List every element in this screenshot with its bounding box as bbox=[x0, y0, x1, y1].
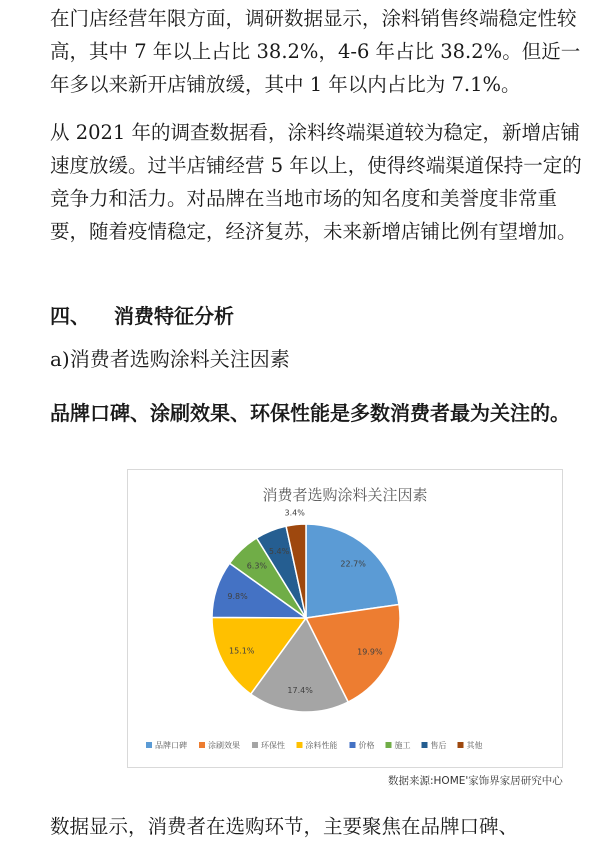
pie-data-label-3: 17.4% bbox=[287, 685, 313, 695]
legend-item-4 bbox=[297, 740, 338, 750]
legend-swatch bbox=[350, 742, 356, 748]
legend-swatch bbox=[422, 742, 428, 748]
legend-label: 施工 bbox=[394, 741, 411, 750]
legend-item-6 bbox=[386, 740, 411, 750]
section-number: 四、 bbox=[50, 304, 90, 328]
pie-data-label-4: 15.1% bbox=[229, 646, 255, 656]
legend-item-1 bbox=[146, 740, 187, 750]
pie-data-label-1: 22.7% bbox=[340, 559, 366, 569]
legend-label: 品牌口碑 bbox=[155, 741, 187, 750]
legend-label: 涂刷效果 bbox=[208, 741, 240, 750]
section-title: 消费特征分析 bbox=[114, 304, 234, 328]
legend-swatch bbox=[199, 742, 205, 748]
pie-data-label-5: 9.8% bbox=[227, 591, 248, 601]
pie-data-label-2: 19.9% bbox=[357, 647, 383, 657]
pie-data-label-7: 5.4% bbox=[268, 547, 290, 557]
paragraph-2021-survey: 从 2021 年的调查数据看，涂料终端渠道较为稳定，新增店铺速度放缓。过半店铺经营 5 年以上，使得终端渠道保持一定的竞争力和活力。对品牌在当地市场的知名度和美誉度非常重要，随着疫情稳定，经济复苏，未来新增店铺比例有望增加。 bbox=[50, 121, 582, 243]
legend-item-3 bbox=[252, 740, 285, 750]
legend-item-7 bbox=[422, 740, 447, 750]
legend-label: 其他 bbox=[466, 741, 483, 750]
legend-swatch bbox=[297, 742, 303, 748]
legend-swatch bbox=[458, 742, 464, 748]
highlight-statement: 品牌口碑、涂刷效果、环保性能是多数消费者最为关注的。 bbox=[50, 401, 570, 425]
section-heading bbox=[50, 300, 234, 329]
legend-item-2 bbox=[199, 740, 240, 750]
pie-chart bbox=[128, 470, 562, 767]
legend-swatch bbox=[146, 742, 152, 748]
legend-item-8 bbox=[458, 740, 483, 750]
legend-item-5 bbox=[350, 740, 375, 750]
legend-label: 价格 bbox=[358, 741, 375, 750]
pie-data-label-8: 3.4% bbox=[284, 508, 305, 518]
chart-title: 消费者选购涂料关注因素 bbox=[262, 486, 428, 504]
data-source-note: 数据来源:HOME'家饰界家居研究中心 bbox=[388, 775, 563, 787]
legend-label: 环保性 bbox=[261, 741, 285, 750]
paragraph-store-years: 在门店经营年限方面，调研数据显示，涂料销售终端稳定性较高，其中 7 年以上占比 38.2%，4-6 年占比 38.2%。但近一年多以来新开店铺放缓，其中 1 年以内占比为 7.1%。 bbox=[50, 7, 581, 96]
pie-slice-1 bbox=[306, 524, 399, 618]
pie-chart-container bbox=[127, 469, 563, 768]
pie-data-label-6: 6.3% bbox=[246, 561, 268, 571]
paragraph-data-shows: 数据显示，消费者在选购环节，主要聚焦在品牌口碑、 bbox=[50, 815, 519, 838]
legend-label: 涂料性能 bbox=[305, 741, 338, 750]
legend-label: 售后 bbox=[430, 741, 447, 750]
legend-swatch bbox=[386, 742, 392, 748]
subsection-heading: a)消费者选购涂料关注因素 bbox=[50, 347, 290, 371]
legend-swatch bbox=[252, 742, 258, 748]
